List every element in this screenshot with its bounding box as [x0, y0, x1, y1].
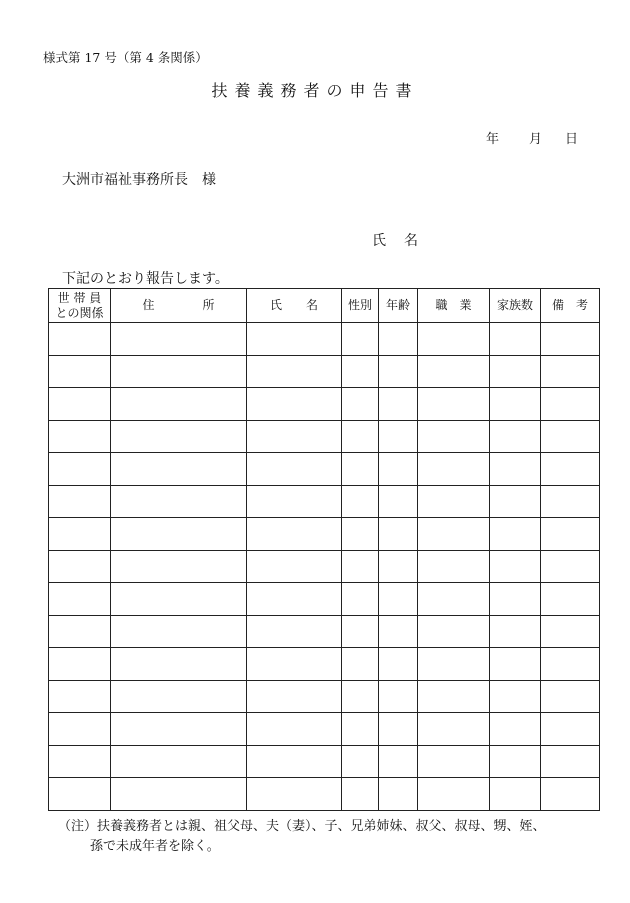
cell-remarks[interactable]: [541, 680, 600, 713]
cell-relation[interactable]: [49, 745, 111, 778]
cell-relation[interactable]: [49, 453, 111, 486]
cell-occupation[interactable]: [418, 323, 490, 356]
cell-address[interactable]: [111, 615, 247, 648]
cell-relation[interactable]: [49, 485, 111, 518]
header-remarks: 備 考: [541, 289, 600, 323]
table-row: [49, 778, 600, 811]
cell-remarks[interactable]: [541, 323, 600, 356]
cell-age[interactable]: [379, 713, 418, 746]
cell-name[interactable]: [247, 583, 342, 616]
cell-sex[interactable]: [342, 745, 379, 778]
cell-family-count[interactable]: [490, 388, 541, 421]
cell-relation[interactable]: [49, 518, 111, 551]
cell-remarks[interactable]: [541, 648, 600, 681]
cell-family-count[interactable]: [490, 323, 541, 356]
cell-sex[interactable]: [342, 583, 379, 616]
date-month-label: 月: [529, 132, 543, 147]
cell-sex[interactable]: [342, 680, 379, 713]
cell-relation[interactable]: [49, 778, 111, 811]
cell-sex[interactable]: [342, 518, 379, 551]
cell-age[interactable]: [379, 453, 418, 486]
cell-name[interactable]: [247, 323, 342, 356]
footnote: [58, 817, 598, 857]
header-occupation: 職 業: [418, 289, 490, 323]
cell-occupation[interactable]: [418, 583, 490, 616]
cell-address[interactable]: [111, 453, 247, 486]
cell-age[interactable]: [379, 648, 418, 681]
cell-occupation[interactable]: [418, 485, 490, 518]
cell-family-count[interactable]: [490, 713, 541, 746]
cell-sex[interactable]: [342, 778, 379, 811]
cell-remarks[interactable]: [541, 355, 600, 388]
table-header-row: [49, 289, 600, 323]
table-row: [49, 550, 600, 583]
cell-remarks[interactable]: [541, 713, 600, 746]
intro-text: 下記のとおり報告します。: [62, 271, 229, 287]
cell-age[interactable]: [379, 355, 418, 388]
addressee: 大洲市福祉事務所長 様: [62, 172, 216, 188]
cell-address[interactable]: [111, 485, 247, 518]
table-body: [49, 323, 600, 811]
cell-age[interactable]: [379, 518, 418, 551]
cell-sex[interactable]: [342, 420, 379, 453]
header-sex: 性別: [342, 289, 379, 323]
cell-occupation[interactable]: [418, 778, 490, 811]
cell-family-count[interactable]: [490, 485, 541, 518]
cell-relation[interactable]: [49, 648, 111, 681]
cell-age[interactable]: [379, 550, 418, 583]
cell-family-count[interactable]: [490, 453, 541, 486]
table-row: [49, 680, 600, 713]
cell-age[interactable]: [379, 323, 418, 356]
cell-name[interactable]: [247, 713, 342, 746]
cell-family-count[interactable]: [490, 518, 541, 551]
table-row: [49, 453, 600, 486]
cell-sex[interactable]: [342, 713, 379, 746]
header-address: 住 所: [111, 289, 247, 323]
cell-relation[interactable]: [49, 615, 111, 648]
cell-family-count[interactable]: [490, 745, 541, 778]
cell-address[interactable]: [111, 420, 247, 453]
cell-remarks[interactable]: [541, 550, 600, 583]
cell-sex[interactable]: [342, 485, 379, 518]
cell-name[interactable]: [247, 778, 342, 811]
cell-remarks[interactable]: [541, 745, 600, 778]
cell-occupation[interactable]: [418, 745, 490, 778]
cell-address[interactable]: [111, 355, 247, 388]
cell-name[interactable]: [247, 388, 342, 421]
cell-sex[interactable]: [342, 453, 379, 486]
cell-remarks[interactable]: [541, 453, 600, 486]
cell-occupation[interactable]: [418, 550, 490, 583]
cell-address[interactable]: [111, 388, 247, 421]
cell-remarks[interactable]: [541, 420, 600, 453]
header-age: 年齢: [379, 289, 418, 323]
cell-family-count[interactable]: [490, 550, 541, 583]
table-row: [49, 713, 600, 746]
cell-relation[interactable]: [49, 680, 111, 713]
cell-relation[interactable]: [49, 388, 111, 421]
cell-sex[interactable]: [342, 615, 379, 648]
cell-sex[interactable]: [342, 355, 379, 388]
cell-occupation[interactable]: [418, 388, 490, 421]
cell-occupation[interactable]: [418, 355, 490, 388]
cell-remarks[interactable]: [541, 518, 600, 551]
cell-sex[interactable]: [342, 648, 379, 681]
table-row: [49, 615, 600, 648]
cell-sex[interactable]: [342, 388, 379, 421]
cell-address[interactable]: [111, 680, 247, 713]
cell-relation[interactable]: [49, 583, 111, 616]
cell-age[interactable]: [379, 420, 418, 453]
cell-address[interactable]: [111, 648, 247, 681]
header-relation: [49, 289, 111, 323]
date-day-label: 日: [565, 132, 579, 147]
cell-family-count[interactable]: [490, 420, 541, 453]
cell-occupation[interactable]: [418, 420, 490, 453]
table-row: [49, 323, 600, 356]
table-row: [49, 485, 600, 518]
cell-name[interactable]: [247, 355, 342, 388]
cell-address[interactable]: [111, 583, 247, 616]
cell-occupation[interactable]: [418, 680, 490, 713]
cell-occupation[interactable]: [418, 615, 490, 648]
cell-remarks[interactable]: [541, 778, 600, 811]
table-row: [49, 518, 600, 551]
cell-family-count[interactable]: [490, 355, 541, 388]
cell-relation[interactable]: [49, 420, 111, 453]
table-row: [49, 355, 600, 388]
cell-address[interactable]: [111, 745, 247, 778]
cell-name[interactable]: [247, 648, 342, 681]
cell-name[interactable]: [247, 745, 342, 778]
footnote-line1: （注）扶養義務者とは親、祖父母、夫（妻）、子、兄弟姉妹、叔父、叔母、甥、姪、: [58, 819, 546, 834]
name-label-2: 名: [404, 233, 418, 249]
cell-address[interactable]: [111, 778, 247, 811]
cell-relation[interactable]: [49, 323, 111, 356]
header-family-count: 家族数: [490, 289, 541, 323]
cell-family-count[interactable]: [490, 778, 541, 811]
cell-age[interactable]: [379, 778, 418, 811]
cell-relation[interactable]: [49, 713, 111, 746]
table-row: [49, 420, 600, 453]
cell-sex[interactable]: [342, 550, 379, 583]
cell-family-count[interactable]: [490, 680, 541, 713]
name-label-1: 氏: [372, 233, 386, 249]
footnote-line2: 孫で未成年者を除く。: [90, 839, 220, 854]
document-title: 扶養義務者の申告書: [211, 81, 419, 100]
table-row: [49, 583, 600, 616]
cell-address[interactable]: [111, 713, 247, 746]
cell-age[interactable]: [379, 388, 418, 421]
cell-name[interactable]: [247, 420, 342, 453]
cell-name[interactable]: [247, 615, 342, 648]
cell-name[interactable]: [247, 550, 342, 583]
table-row: [49, 388, 600, 421]
cell-age[interactable]: [379, 615, 418, 648]
cell-occupation[interactable]: [418, 648, 490, 681]
cell-relation[interactable]: [49, 355, 111, 388]
cell-occupation[interactable]: [418, 713, 490, 746]
header-name: 氏 名: [247, 289, 342, 323]
cell-age[interactable]: [379, 680, 418, 713]
cell-remarks[interactable]: [541, 615, 600, 648]
cell-family-count[interactable]: [490, 648, 541, 681]
cell-name[interactable]: [247, 485, 342, 518]
cell-address[interactable]: [111, 518, 247, 551]
cell-age[interactable]: [379, 745, 418, 778]
cell-name[interactable]: [247, 453, 342, 486]
cell-age[interactable]: [379, 583, 418, 616]
table-row: [49, 648, 600, 681]
date-line: [486, 128, 578, 147]
cell-occupation[interactable]: [418, 518, 490, 551]
cell-age[interactable]: [379, 485, 418, 518]
cell-remarks[interactable]: [541, 583, 600, 616]
cell-family-count[interactable]: [490, 583, 541, 616]
cell-name[interactable]: [247, 518, 342, 551]
cell-address[interactable]: [111, 550, 247, 583]
cell-remarks[interactable]: [541, 485, 600, 518]
cell-address[interactable]: [111, 323, 247, 356]
signature-name-field: [372, 230, 418, 250]
cell-occupation[interactable]: [418, 453, 490, 486]
header-relation-line2: との関係: [55, 305, 104, 320]
header-relation-line1: 世 帯 員: [57, 290, 102, 305]
dependents-table: [48, 288, 600, 811]
cell-family-count[interactable]: [490, 615, 541, 648]
cell-sex[interactable]: [342, 323, 379, 356]
cell-relation[interactable]: [49, 550, 111, 583]
form-number: 様式第 17 号（第 4 条関係）: [43, 50, 208, 65]
cell-name[interactable]: [247, 680, 342, 713]
table-row: [49, 745, 600, 778]
cell-remarks[interactable]: [541, 388, 600, 421]
date-year-label: 年: [486, 132, 500, 147]
